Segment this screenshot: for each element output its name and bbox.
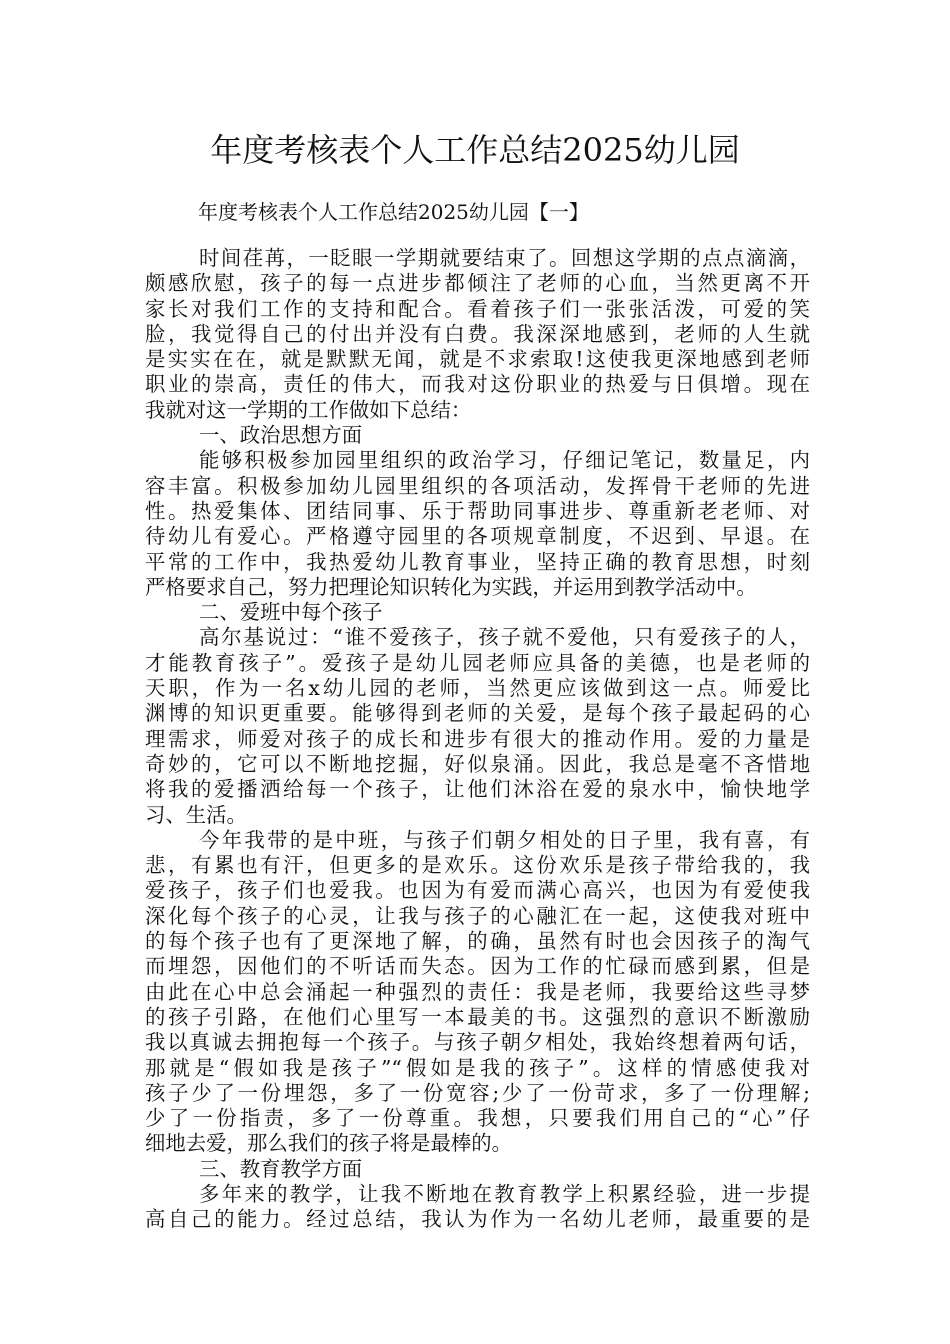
paragraph-line: 平常的工作中，我热爱幼儿教育事业，坚持正确的教育思想，时刻 (145, 549, 810, 574)
paragraph-line: 那就是“假如我是孩子”“假如是我的孩子”。这样的情感使我对 (145, 1055, 810, 1080)
paragraph-line: 才能教育孩子”。爱孩子是幼儿园老师应具备的美德，也是老师的 (145, 650, 810, 675)
paragraph-line: 家长对我们工作的支持和配合。看着孩子们一张张活泼，可爱的笑 (145, 296, 810, 321)
paragraph-line: 而埋怨，因他们的不听话而失态。因为工作的忙碌而感到累，但是 (145, 954, 810, 979)
paragraph-line: 高自己的能力。经过总结，我认为作为一名幼儿老师，最重要的是 (145, 1207, 810, 1232)
paragraph-line: 天职，作为一名x幼儿园的老师，当然更应该做到这一点。师爱比 (145, 676, 810, 701)
paragraph-line: 理需求，师爱对孩子的成长和进步有很大的推动作用。爱的力量是 (145, 726, 810, 751)
paragraph-line: 职业的崇高，责任的伟大，而我对这份职业的热爱与日俱增。现在 (145, 372, 810, 397)
paragraph-line: 多年来的教学，让我不断地在教育教学上积累经验，进一步提 (199, 1181, 810, 1206)
paragraph-line: 是实实在在，就是默默无闻，就是不求索取!这使我更深地感到老师 (145, 347, 810, 372)
paragraph-line: 严格要求自己，努力把理论知识转化为实践，并运用到教学活动中。 (145, 574, 757, 599)
paragraph-line: 将我的爱播洒给每一个孩子，让他们沐浴在爱的泉水中，愉快地学 (145, 777, 810, 802)
paragraph-line: 容丰富。积极参加幼儿园里组织的各项活动，发挥骨干老师的先进 (145, 473, 810, 498)
paragraph-line: 爱孩子，孩子们也爱我。也因为有爱而满心高兴，也因为有爱使我 (145, 878, 810, 903)
paragraph-line: 待幼儿有爱心。严格遵守园里的各项规章制度，不迟到、早退。在 (145, 524, 810, 549)
paragraph-line: 由此在心中总会涌起一种强烈的责任：我是老师，我要给这些寻梦 (145, 979, 810, 1004)
paragraph-line: 悲，有累也有汗，但更多的是欢乐。这份欢乐是孩子带给我的，我 (145, 853, 810, 878)
section-heading: 三、教育教学方面 (199, 1156, 363, 1181)
paragraph-line: 的孩子引路，在他们心里写一本最美的书。这强烈的意识不断激励 (145, 1004, 810, 1029)
paragraph-line: 少了一份指责，多了一份尊重。我想，只要我们用自己的“心”仔 (145, 1106, 810, 1131)
section-subtitle: 年度考核表个人工作总结2025幼儿园【一】 (198, 200, 589, 224)
paragraph-line: 细地去爱，那么我们的孩子将是最棒的。 (145, 1131, 513, 1156)
document-body (145, 246, 810, 1233)
paragraph-line: 孩子少了一份埋怨，多了一份宽容;少了一份苛求，多了一份理解; (145, 1080, 810, 1105)
paragraph-line: 今年我带的是中班，与孩子们朝夕相处的日子里，我有喜，有 (199, 827, 810, 852)
paragraph-line: 能够积极参加园里组织的政治学习，仔细记笔记，数量足，内 (199, 448, 810, 473)
paragraph-line: 脸，我觉得自己的付出并没有白费。我深深地感到，老师的人生就 (145, 321, 810, 346)
paragraph-line: 我就对这一学期的工作做如下总结： (145, 397, 472, 422)
paragraph-line: 时间荏苒，一眨眼一学期就要结束了。回想这学期的点点滴滴， (199, 246, 810, 270)
document-title: 年度考核表个人工作总结2025幼儿园 (210, 131, 740, 169)
paragraph-line: 我以真诚去拥抱每一个孩子。与孩子朝夕相处，我始终想着两句话， (145, 1030, 810, 1055)
paragraph-line: 的每个孩子也有了更深地了解，的确，虽然有时也会因孩子的淘气 (145, 929, 810, 954)
paragraph-line: 渊博的知识更重要。能够得到老师的关爱，是每个孩子最起码的心 (145, 701, 810, 726)
paragraph-line: 习、生活。 (145, 802, 247, 827)
paragraph-line: 性。热爱集体、团结同事、乐于帮助同事进步、尊重新老老师、对 (145, 498, 810, 523)
section-heading: 一、政治思想方面 (199, 423, 363, 448)
section-heading: 二、爱班中每个孩子 (199, 600, 383, 625)
paragraph-line: 深化每个孩子的心灵，让我与孩子的心融汇在一起，这使我对班中 (145, 903, 810, 928)
paragraph-line: 奇妙的，它可以不断地挖掘，好似泉涌。因此，我总是毫不吝惜地 (145, 751, 810, 776)
paragraph-line: 颇感欣慰，孩子的每一点进步都倾注了老师的心血，当然更离不开 (145, 271, 810, 296)
paragraph-line: 高尔基说过：“谁不爱孩子，孩子就不爱他，只有爱孩子的人， (199, 625, 810, 650)
